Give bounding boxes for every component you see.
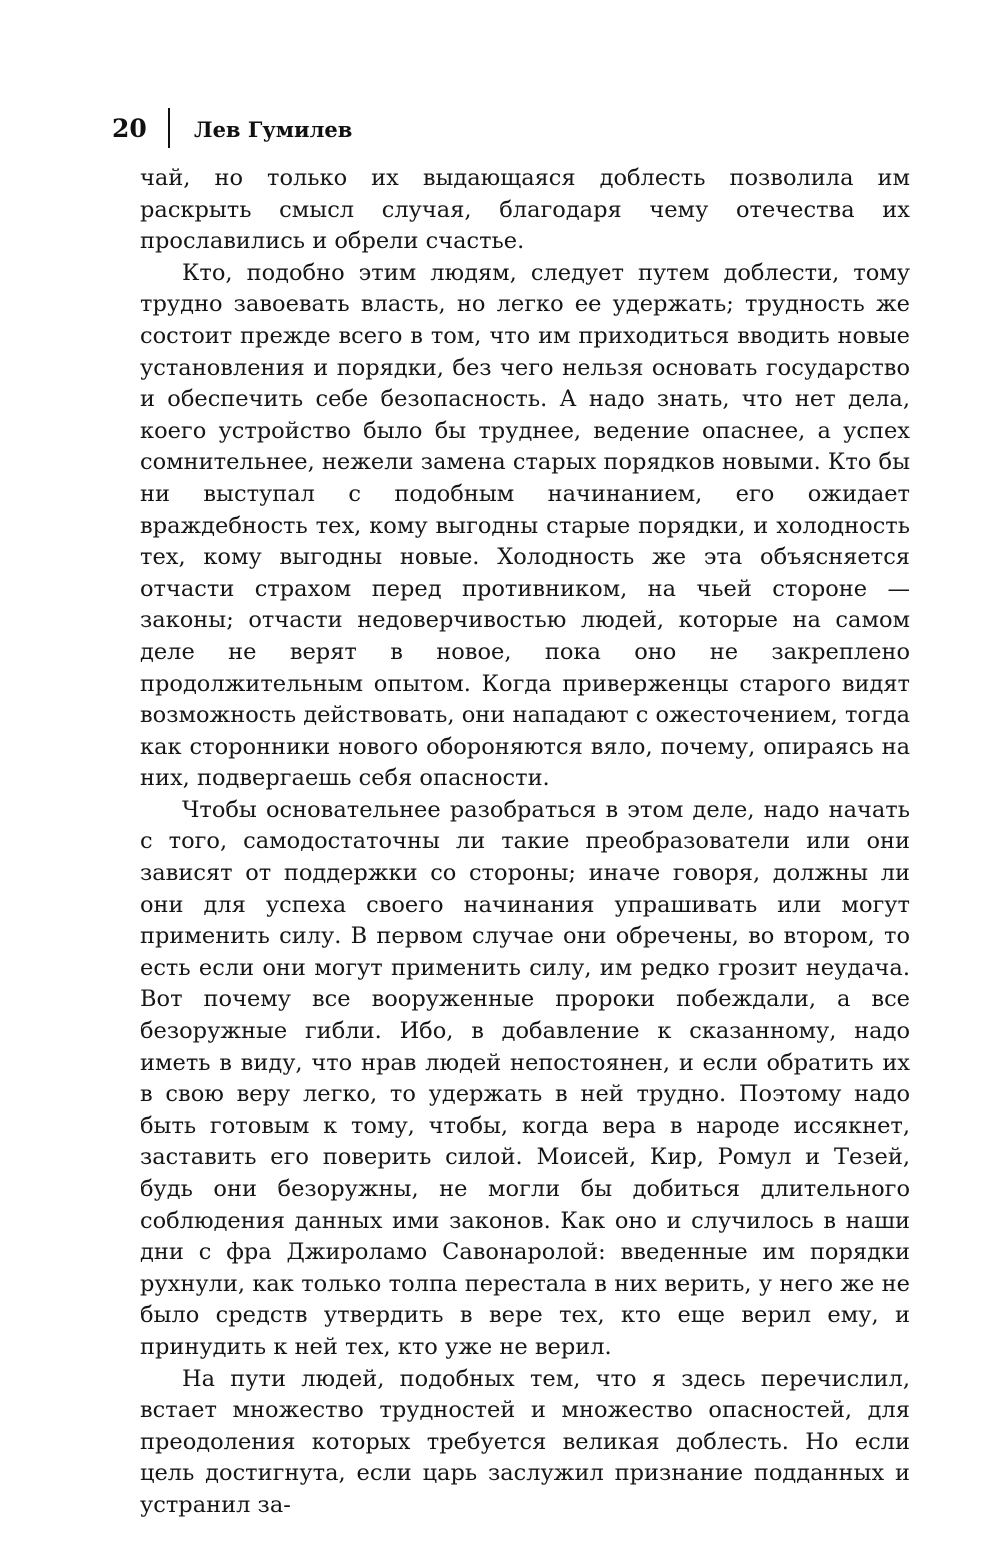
paragraph: Кто, подобно этим людям, следует путем доблести, тому трудно завоевать власть, но легко ее удержать; трудность же состоит прежде всего в том, что им приходиться вводить новые установления и порядки, без чего нельзя основать государство и обеспечить себе безопасность. А надо знать, что нет дела, коего устройство было бы труднее, ведение опаснее, а успех сомнительнее, нежели замена старых порядков новыми. Кто бы ни выступал с подобным начинанием, его ожидает враждебность тех, кому выгодны старые порядки, и холодность тех, кому выгодны новые. Холодность же эта объясняется отчасти страхом перед противником, на чьей стороне — законы; отчасти недоверчивостью людей, которые на самом деле не верят в новое, пока оно не закреплено продолжительным опытом. Когда приверженцы старого видят возможность действовать, они нападают с ожесточением, тогда как сторонники нового обороняются вяло, почему, опираясь на них, подвергаешь себя опасности. xyxy=(140,259,910,792)
running-title: Лев Гумилев xyxy=(194,117,353,142)
header-divider xyxy=(168,108,170,148)
page-number: 20 xyxy=(112,114,147,143)
paragraph: На пути людей, подобных тем, что я здесь перечислил, встает множество трудностей и множество опасностей, для преодоления которых требуется великая доблесть. Но если цель достигнута, если царь заслужил признание подданных и устранил за- xyxy=(140,1365,910,1518)
paragraph-continuation: чай, но только их выдающаяся доблесть позволила им раскрыть смысл случая, благодаря чему отечества их прославились и обрели счастье. xyxy=(140,165,910,255)
paragraph: Чтобы основательнее разобраться в этом деле, надо начать с того, самодостаточны ли такие преобразователи или они зависят от поддержки со стороны; иначе говоря, должны ли они для успеха своего начинания упрашивать или могут применить силу. В первом случае они обречены, во втором, то есть если они могут применить силу, им редко грозит неудача. Вот почему все вооруженные пророки побеждали, а все безоружные гибли. Ибо, в добавление к сказанному, надо иметь в виду, что нрав людей непостоянен, и если обратить их в свою веру легко, то удержать в ней трудно. Поэтому надо быть готовым к тому, чтобы, когда вера в народе иссякнет, заставить его поверить силой. Моисей, Кир, Ромул и Тезей, будь они безоружны, не могли бы добиться длительного соблюдения данных ими законов. Как оно и случилось в наши дни с фра Джироламо Савонаролой: введенные им порядки рухнули, как только толпа перестала в них верить, у него же не было средств утвердить в вере тех, кто еще верил ему, и принудить к ней тех, кто уже не верил. xyxy=(140,796,910,1360)
body-text xyxy=(140,163,910,1522)
page-header xyxy=(112,104,512,152)
